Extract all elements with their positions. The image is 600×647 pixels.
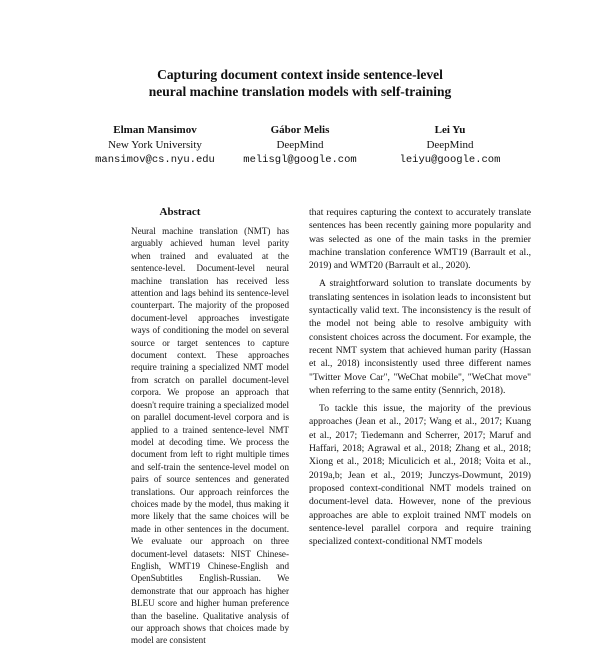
title-line-2: neural machine translation models with self-training xyxy=(148,84,452,99)
abstract-text: Neural machine translation (NMT) has arguably achieved human level parity when trained and evaluated at the sentence-level. Document-level neural machine translation has received less attention and lags behind its sentence-level counterpart. The majority of the proposed document-level approaches investigate ways of conditioning the model on several source or target sentences to capture document context. These approaches require training a specialized NMT model from scratch on parallel document-level corpora. We propose an approach that doesn't require training a specialized model on parallel document-level corpora and is applied to a trained sentence-level NMT model at decoding time. We process the document from left to right multiple times and self-train the sentence-level model on pairs of source sentences and generated translations. Our approach reinforces the choices made by the model, thus making it more likely that the same choices will be made in other sentences in the document. We evaluate our approach on three document-level datasets: NIST Chinese-English, WMT19 Chinese-English and OpenSubtitles English-Russian. We demonstrate that our approach has higher BLEU score and higher human preference than the baseline. Qualitative analysis of our approach shows that choices made by model are consistent xyxy=(131,226,289,646)
author-block xyxy=(350,123,550,168)
paper-title xyxy=(0,66,600,100)
body-column xyxy=(309,206,531,553)
body-paragraph: A straightforward solution to translate documents by translating sentences in isolation leads to inconsistent but syntactically valid text. The inconsistency is the result of the model not being able to resolve ambiguity with consistent choices across the document. For example, the recent NMT system that achieved human parity (Hassan et al., 2018) inconsistently used three different names "Twitter Move Car", "WeChat mobile", "WeChat move" when referring to the same entity (Sennrich, 2018). xyxy=(309,278,531,396)
author-email: leiyu@google.com xyxy=(399,154,501,166)
author-affiliation: DeepMind xyxy=(276,139,324,151)
author-email: melisgl@google.com xyxy=(243,154,357,166)
body-paragraph: To tackle this issue, the majority of the previous approaches (Jean et al., 2017; Wang et al., 2017; Kuang et al., 2017; Tiedemann and Scherrer, 2017; Maruf and Haffari, 2018; Agrawal et al., 2018; Zhang et al., 2018; Xiong et al., 2018; Miculicich et al., 2018; Voita et al., 2019a,b; Jean et al., 2019; Junczys-Dowmunt, 2019) proposed context-conditional NMT models trained on document-level data. However, none of the previous approaches are able to exploit trained NMT models on sentence-level parallel corpora and require training specialized context-conditional NMT models xyxy=(309,403,531,548)
author-name: Lei Yu xyxy=(434,124,466,136)
body-paragraph: that requires capturing the context to accurately translate sentences has been recently gaining more popularity and was selected as one of the main tasks in the premier machine translation conference WMT19 (Barrault et al., 2019) and WMT20 (Barrault et al., 2020). xyxy=(309,207,531,272)
author-affiliation: DeepMind xyxy=(426,139,474,151)
author-name: Elman Mansimov xyxy=(113,124,197,136)
author-email: mansimov@cs.nyu.edu xyxy=(95,154,215,166)
author-name: Gábor Melis xyxy=(270,124,330,136)
title-line-1: Capturing document context inside sentence-level xyxy=(157,67,443,82)
abstract-heading: Abstract xyxy=(159,206,201,218)
author-affiliation: New York University xyxy=(108,139,202,151)
